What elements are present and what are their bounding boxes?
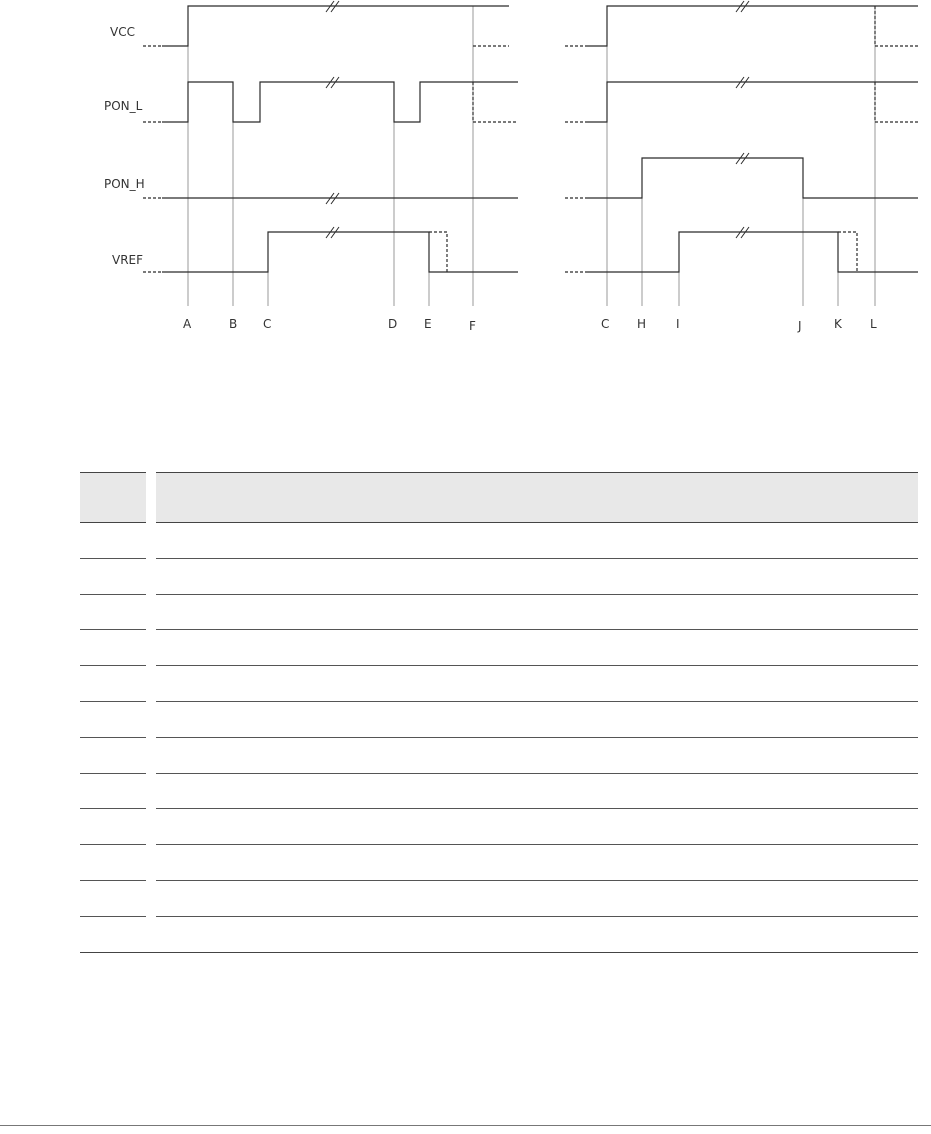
signal-label-vcc: VCC: [110, 25, 135, 39]
table-cell-gap: [146, 845, 156, 881]
right-break-marks: [736, 1, 749, 238]
event-label-a: A: [183, 317, 192, 331]
table-row: [80, 916, 918, 952]
table-row: [80, 809, 918, 845]
signal-label-pon-l: PON_L: [104, 99, 143, 113]
signal-label-pon-h: PON_H: [104, 177, 145, 191]
table-row: [80, 845, 918, 881]
event-label-e: E: [424, 317, 432, 331]
event-label-l: L: [870, 317, 877, 331]
table-row: [80, 737, 918, 773]
table-cell-gap: [146, 523, 156, 559]
table-cell-event: [80, 845, 146, 881]
event-label-k: K: [834, 317, 842, 331]
table-cell-gap: [146, 773, 156, 809]
left-event-guides: [188, 6, 473, 306]
right-waveforms: [565, 6, 918, 272]
table-cell-description: [156, 666, 918, 702]
event-label-i: I: [676, 317, 680, 331]
table-cell-event: [80, 558, 146, 594]
table-body: [80, 523, 918, 953]
footer-divider: [0, 1125, 931, 1126]
table-cell-description: [156, 701, 918, 737]
table-cell-event: [80, 773, 146, 809]
table-header-row: [80, 473, 918, 523]
table-cell-gap: [146, 737, 156, 773]
table-cell-description: [156, 880, 918, 916]
table-cell-description: [156, 916, 918, 952]
event-label-f: F: [469, 319, 476, 333]
table-cell-event: [80, 809, 146, 845]
table-cell-event: [80, 916, 146, 952]
event-label-j: J: [798, 319, 802, 333]
table-row: [80, 701, 918, 737]
table-row: [80, 558, 918, 594]
timing-diagram: [0, 0, 931, 360]
event-label-d: D: [388, 317, 398, 331]
table-cell-event: [80, 594, 146, 630]
table-cell-gap: [146, 594, 156, 630]
table-cell-description: [156, 845, 918, 881]
table-header-event: [80, 473, 146, 523]
table-cell-description: [156, 523, 918, 559]
table-cell-description: [156, 737, 918, 773]
table-cell-event: [80, 701, 146, 737]
events-table-container: [80, 472, 918, 953]
table-cell-event: [80, 737, 146, 773]
table-cell-gap: [146, 880, 156, 916]
table-cell-event: [80, 880, 146, 916]
event-label-h: H: [637, 317, 647, 331]
table-cell-event: [80, 630, 146, 666]
table-cell-gap: [146, 630, 156, 666]
table-row: [80, 630, 918, 666]
event-label-c: C: [263, 317, 272, 331]
table-header-gap: [146, 473, 156, 523]
signal-label-vref: VREF: [112, 253, 144, 267]
table-header-description: [156, 473, 918, 523]
table-cell-event: [80, 666, 146, 702]
event-label-c-right: C: [601, 317, 610, 331]
event-label-b: B: [229, 317, 238, 331]
table-cell-description: [156, 558, 918, 594]
table-cell-description: [156, 594, 918, 630]
table-cell-event: [80, 523, 146, 559]
table-row: [80, 523, 918, 559]
table-cell-description: [156, 809, 918, 845]
table-cell-gap: [146, 666, 156, 702]
table-cell-gap: [146, 558, 156, 594]
table-cell-gap: [146, 809, 156, 845]
left-break-marks: [326, 1, 339, 238]
table-cell-gap: [146, 701, 156, 737]
right-event-guides: [607, 6, 875, 306]
table-cell-description: [156, 773, 918, 809]
events-table: [80, 472, 918, 953]
table-row: [80, 773, 918, 809]
table-row: [80, 594, 918, 630]
table-row: [80, 666, 918, 702]
table-cell-gap: [146, 916, 156, 952]
table-cell-description: [156, 630, 918, 666]
table-row: [80, 880, 918, 916]
